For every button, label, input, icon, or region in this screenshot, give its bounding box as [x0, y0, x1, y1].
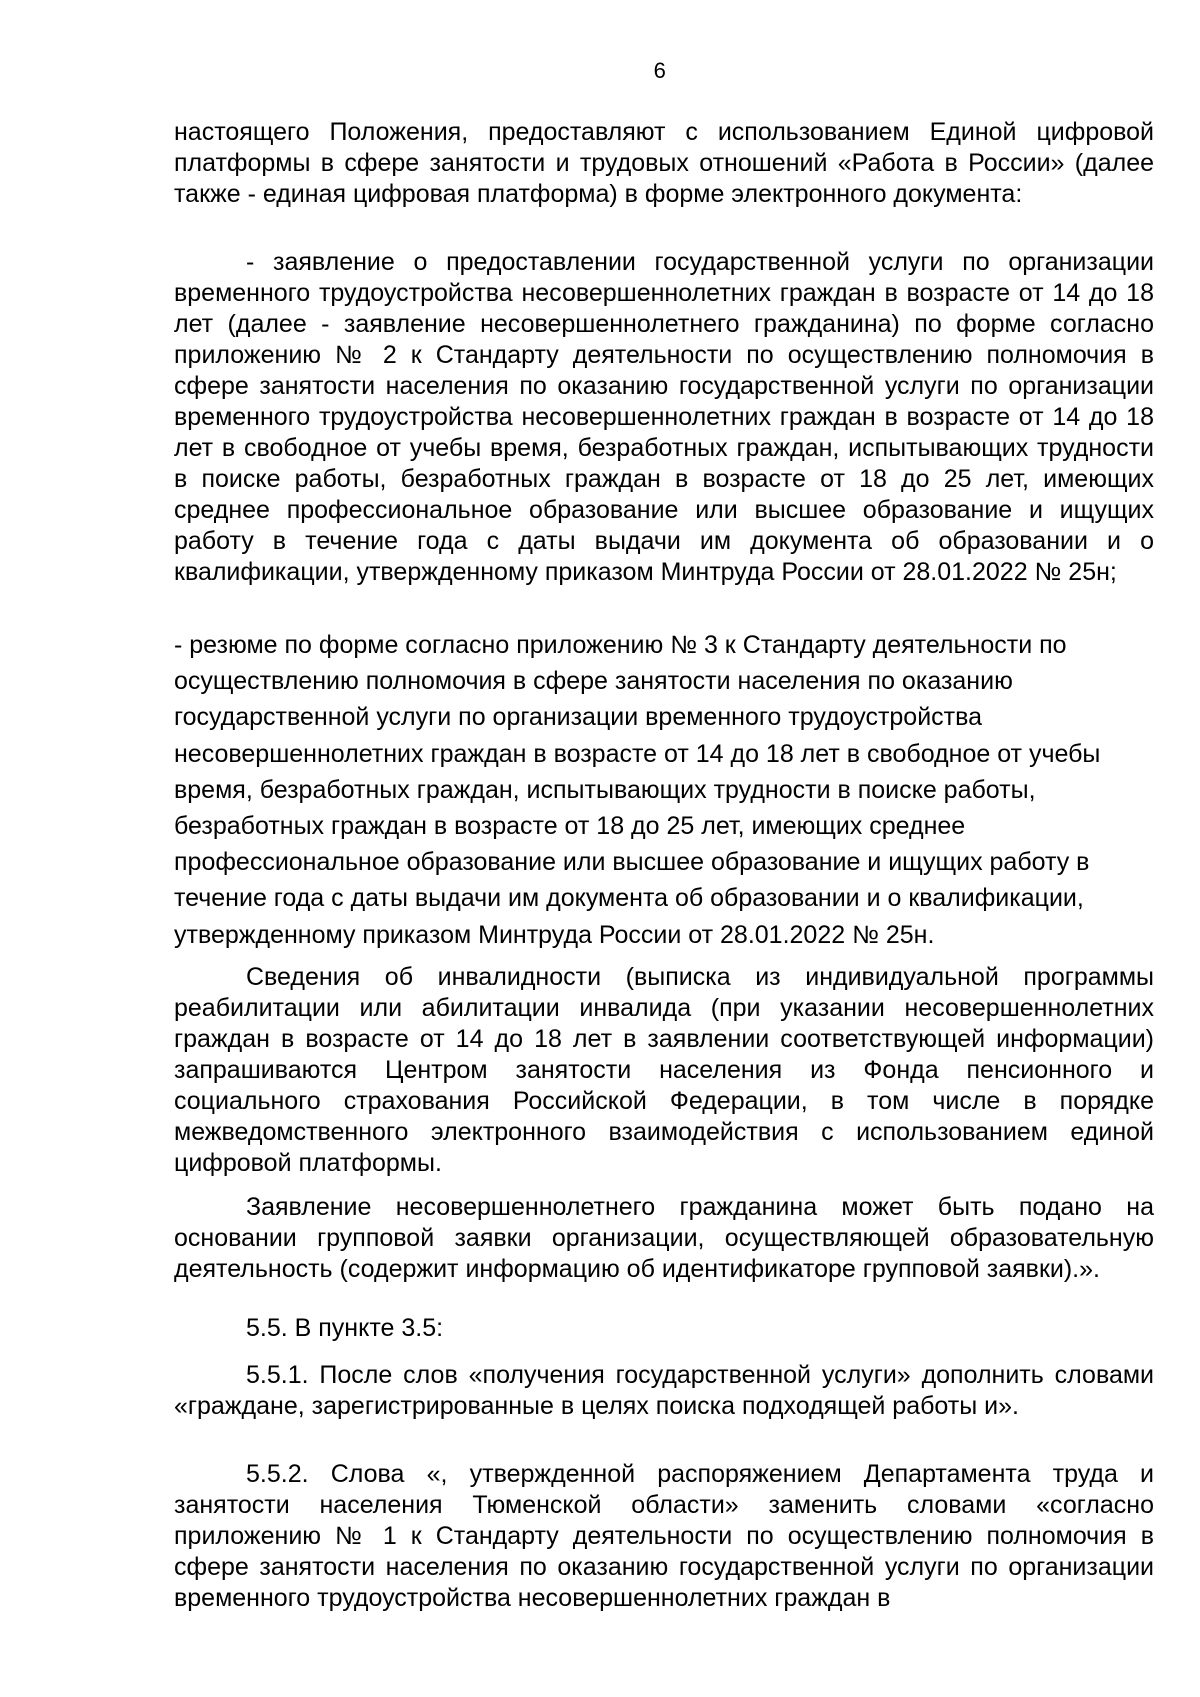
paragraph-resume-item: - резюме по форме согласно приложению № 3 к Стандарту деятельности по осуществлению полномочия в сфере занятости населения по оказанию государственной услуги по организации временного трудоустройства несовершеннолетних граждан в возрасте от 14 до 18 лет в свободное от учебы время, безработных граждан, испытывающих трудности в поиске работы, безработных граждан в возрасте от 18 до 25 лет, имеющих среднее профессиональное образование или высшее образование и ищущих работу в течение года с даты выдачи им документа об образовании и о квалификации, утвержденному приказом Минтруда России от 28.01.2022 № 25н. [174, 631, 1101, 949]
paragraph-clause-5-5-2: 5.5.2. Слова «, утвержденной распоряжением Департамента труда и занятости населения Тюменской области» заменить словами «согласно приложению № 1 к Стандарту деятельности по осуществлению полномочия в сфере занятости населения по оказанию государственной услуги по организации временного трудоустройства несовершеннолетних граждан в [174, 1460, 1154, 1612]
paragraph-application-item: - заявление о предоставлении государственной услуги по организации временного трудоустройства несовершеннолетних граждан в возрасте от 14 до 18 лет (далее - заявление несовершеннолетнего гражданина) по форме согласно приложению № 2 к Стандарту деятельности по осуществлению полномочия в сфере занятости населения по оказанию государственной услуги по организации временного трудоустройства несовершеннолетних граждан в возрасте от 14 до 18 лет в свободное от учебы время, безработных граждан, испытывающих трудности в поиске работы, безработных граждан в возрасте от 18 до 25 лет, имеющих среднее профессиональное образование или высшее образование и ищущих работу в течение года с даты выдачи им документа об образовании и о квалификации, утвержденному приказом Минтруда России от 28.01.2022 № 25н; [174, 248, 1154, 586]
paragraph-disability-info: Сведения об инвалидности (выписка из индивидуальной программы реабилитации или абилитации инвалида (при указании несовершеннолетних граждан в возрасте от 14 до 18 лет в заявлении соответствующей информации) запрашиваются Центром занятости населения из Фонда пенсионного и социального страхования Российской Федерации, в том числе в порядке межведомственного электронного взаимодействия с использованием единой цифровой платформы. [174, 963, 1154, 1177]
paragraph-group-application: Заявление несовершеннолетнего гражданина может быть подано на основании групповой заявки организации, осуществляющей образовательную деятельность (содержит информацию об идентификаторе групповой заявки).». [174, 1193, 1154, 1283]
paragraph-continuation: настоящего Положения, предоставляют с использованием Единой цифровой платформы в сфере занятости и трудовых отношений «Работа в России» (далее также - единая цифровая платформа) в форме электронного документа: [174, 118, 1154, 208]
paragraph-clause-5-5-1: 5.5.1. После слов «получения государственной услуги» дополнить словами «граждане, зарегистрированные в целях поиска подходящей работы и». [174, 1361, 1154, 1420]
paragraph-clause-5-5: 5.5. В пункте 3.5: [246, 1314, 444, 1342]
page-number: 6 [653, 58, 667, 83]
